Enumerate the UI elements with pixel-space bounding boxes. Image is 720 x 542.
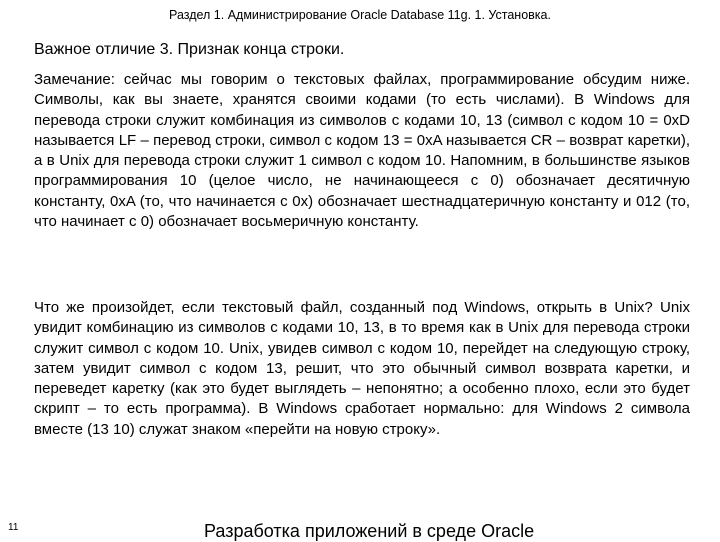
slide-footer: Разработка приложений в среде Oracle: [204, 521, 535, 541]
slide-heading: Важное отличие 3. Признак конца строки.: [34, 41, 345, 58]
page-number: 11: [8, 522, 19, 533]
slide-header: Раздел 1. Администрирование Oracle Database 11g. 1. Установка.: [169, 8, 551, 22]
paragraph-note: Замечание: сейчас мы говорим о текстовых файлах, программирование обсудим ниже. Символы, как вы знаете, хранятся своими кодами (то есть числами). В Windows для перевода строки служит комбинация из символов с кодами 10, 13 (символ с кодом 10 = 0xD называется LF – перевод строки, символ с кодом 13 = 0xA называется CR – возврат каретки), а в Unix для перевода строки служит 1 символ с кодом 10. Напомним, в большинстве языков программирования 10 (целое число, не начинающееся с 0) обозначает десятичную константу, 0xA (то, что начинается с 0x) обозначает шестнадцатеричную константу и 012 (то, что начинает с 0) обозначает восьмеричную константу.: [34, 71, 690, 231]
paragraph-windows-unix: Что же произойдет, если текстовый файл, созданный под Windows, открыть в Unix? Unix увидит комбинацию из символов с кодами 10, 13, в то время как в Unix для перевода строки служит символ с кодом 10. Unix, увидев символ с кодом 10, перейдет на следующую строку, затем увидит символ с кодом 13, решит, что это обычный символ возврата каретки, и переведет каретку (как это будет выглядеть – непонятно; а особенно плохо, если это будет скрипт – то есть программа). В Windows сработает нормально: для Windows 2 символа вместе (13 10) служат знаком «перейти на новую строку».: [34, 299, 690, 438]
